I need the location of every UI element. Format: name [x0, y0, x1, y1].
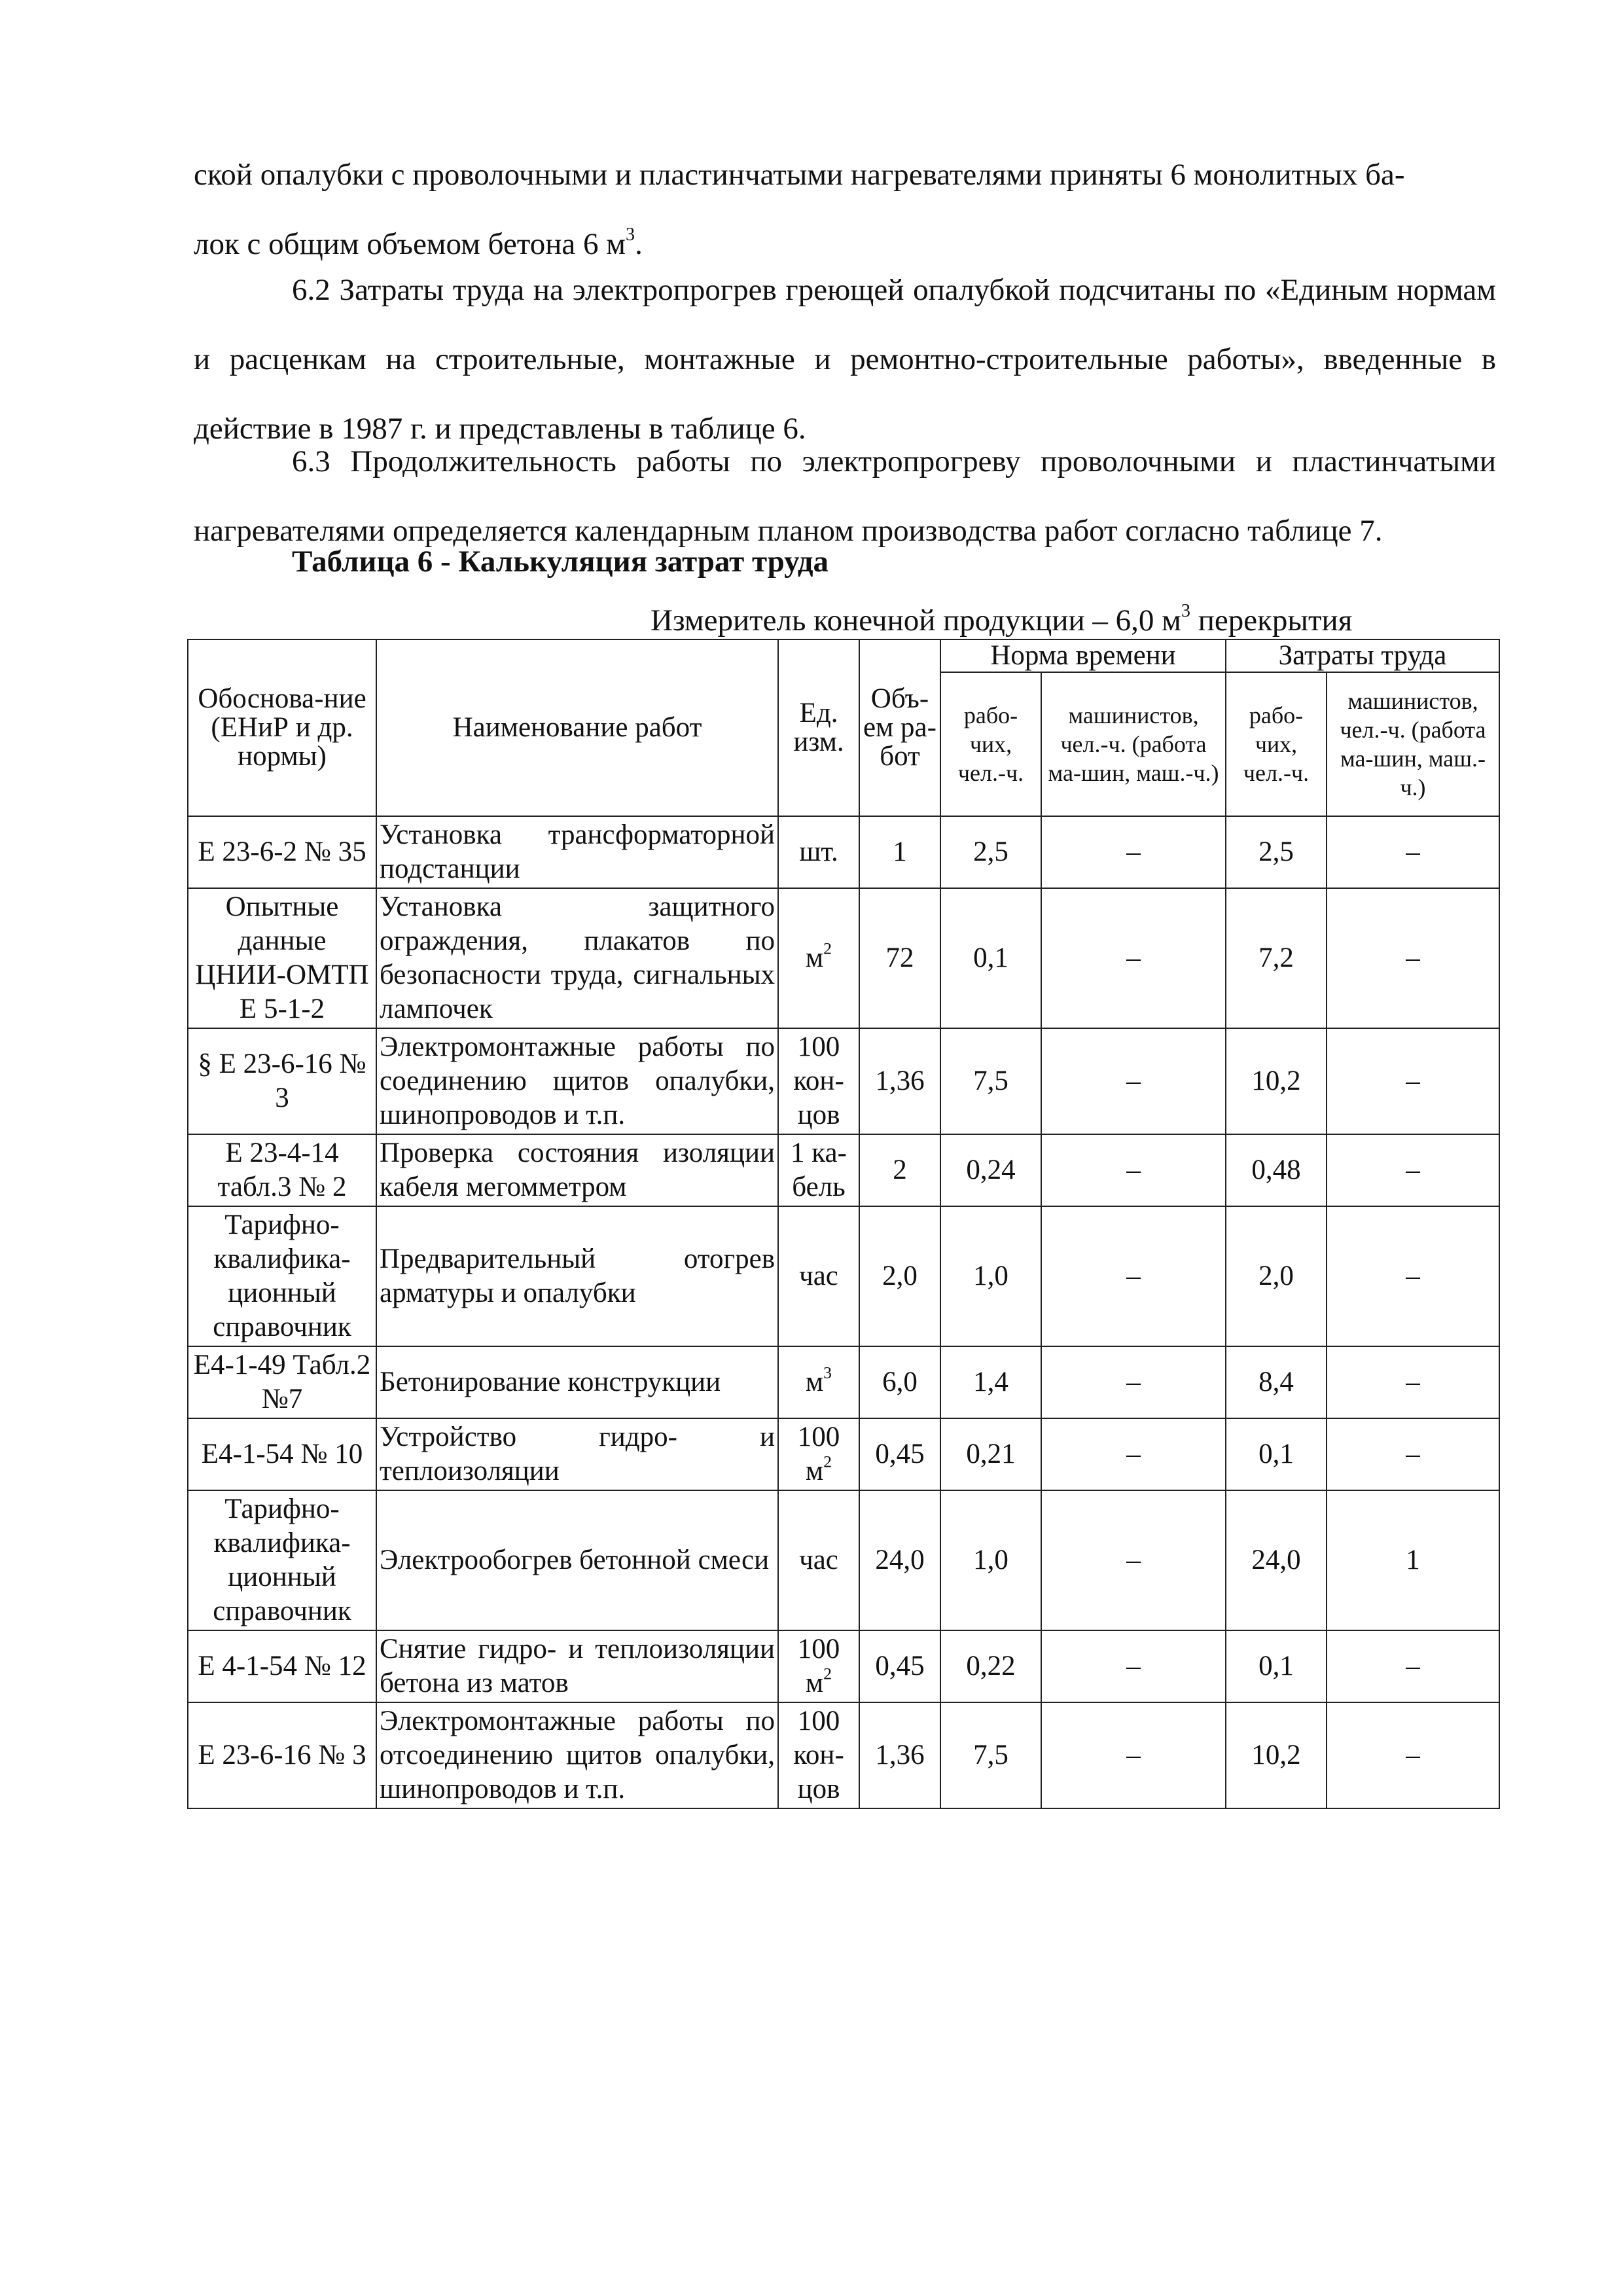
cell-volume: 1,36 — [859, 1028, 940, 1134]
cell-unit — [778, 816, 859, 888]
cell-name: Электрообогрев бетонной смеси — [376, 1490, 778, 1630]
superscript: 3 — [1181, 600, 1190, 621]
table-row — [188, 1418, 1499, 1490]
cell-cost-workers: 2,0 — [1226, 1206, 1327, 1346]
cell-norm-workers: 1,4 — [940, 1346, 1041, 1418]
table-row — [188, 816, 1499, 888]
unit-text: м — [805, 942, 824, 973]
cell-volume: 6,0 — [859, 1346, 940, 1418]
cell-cost-machinists: – — [1327, 1702, 1499, 1808]
unit-text: шт. — [799, 836, 838, 867]
cell-cost-machinists: – — [1327, 1630, 1499, 1702]
cell-name: Электромонтажные работы по отсоединению щитов опалубки, шинопроводов и т.п. — [376, 1702, 778, 1808]
cell-name: Проверка состояния изоляции кабеля мегомметром — [376, 1134, 778, 1206]
cell-basis: Е 23-6-16 № 3 — [188, 1702, 376, 1808]
cell-name: Установка трансформаторной подстанции — [376, 816, 778, 888]
cell-volume: 0,45 — [859, 1630, 940, 1702]
cell-unit — [778, 1490, 859, 1630]
paragraph-line: ской опалубки с проволочными и пластинчатыми нагревателями приняты 6 монолитных ба- — [194, 158, 1405, 192]
paragraph-6-2: 6.2 Затраты труда на электропрогрев греющей опалубкой подсчитаны по «Единым нормам и расценкам на строительные, монтажные и ремонтно-строительные работы», введенные в действие в 1987 г. и представлены в таблице 6. — [194, 273, 1496, 446]
cell-norm-machinists: – — [1041, 1028, 1226, 1134]
cell-cost-machinists: – — [1327, 1028, 1499, 1134]
cell-basis: Е 23-6-2 № 35 — [188, 816, 376, 888]
header-cost-machinists: машинистов, чел.-ч. (работа ма-шин, маш.-ч.) — [1327, 672, 1499, 816]
cell-volume: 24,0 — [859, 1490, 940, 1630]
cell-norm-machinists: – — [1041, 1134, 1226, 1206]
cell-name: Электромонтажные работы по соединению щитов опалубки, шинопроводов и т.п. — [376, 1028, 778, 1134]
paragraph-6-3: 6.3 Продолжительность работы по электропрогреву проволочными и пластинчатыми нагревателями определяется календарным планом производства работ согласно таблице 7. — [194, 444, 1496, 548]
cell-norm-workers: 0,21 — [940, 1418, 1041, 1490]
cell-norm-machinists: – — [1041, 1206, 1226, 1346]
cell-cost-workers: 2,5 — [1226, 816, 1327, 888]
cell-cost-workers: 10,2 — [1226, 1028, 1327, 1134]
cell-unit — [778, 1028, 859, 1134]
table-row — [188, 1490, 1499, 1630]
cell-name: Устройство гидро- и теплоизоляции — [376, 1418, 778, 1490]
cell-cost-workers: 8,4 — [1226, 1346, 1327, 1418]
cell-cost-machinists: – — [1327, 1346, 1499, 1418]
cell-norm-machinists: – — [1041, 1630, 1226, 1702]
unit-superscript: 2 — [823, 939, 832, 958]
unit-superscript: 2 — [823, 1452, 832, 1471]
table-header — [188, 639, 1499, 816]
cell-unit — [778, 1206, 859, 1346]
table-row — [188, 1630, 1499, 1702]
cell-cost-machinists: – — [1327, 1418, 1499, 1490]
cell-cost-machinists: – — [1327, 1134, 1499, 1206]
table-row — [188, 1702, 1499, 1808]
header-unit: Ед. изм. — [778, 639, 859, 816]
cell-volume: 1 — [859, 816, 940, 888]
cell-norm-machinists: – — [1041, 816, 1226, 888]
measure-text: Измеритель конечной продукции – 6,0 м — [651, 603, 1181, 637]
paragraph-line-end: . — [635, 227, 643, 261]
header-cost-workers: рабо-чих, чел.-ч. — [1226, 672, 1327, 816]
cell-basis: Тарифно-квалифика-ционный справочник — [188, 1490, 376, 1630]
cell-volume: 72 — [859, 888, 940, 1028]
cell-unit — [778, 1134, 859, 1206]
header-name: Наименование работ — [376, 639, 778, 816]
header-norm-workers: рабо-чих, чел.-ч. — [940, 672, 1041, 816]
cell-name: Снятие гидро- и теплоизоляции бетона из матов — [376, 1630, 778, 1702]
cell-cost-machinists: – — [1327, 1206, 1499, 1346]
cell-norm-workers: 0,22 — [940, 1630, 1041, 1702]
table-row — [188, 888, 1499, 1028]
cell-basis: § Е 23-6-16 № 3 — [188, 1028, 376, 1134]
labor-cost-table — [187, 639, 1500, 1809]
cell-cost-workers: 0,48 — [1226, 1134, 1327, 1206]
table-row — [188, 1028, 1499, 1134]
cell-norm-machinists: – — [1041, 1418, 1226, 1490]
cell-norm-workers: 0,24 — [940, 1134, 1041, 1206]
cell-norm-workers: 0,1 — [940, 888, 1041, 1028]
superscript: 3 — [625, 224, 635, 245]
cell-basis: Е4-1-54 № 10 — [188, 1418, 376, 1490]
table-row — [188, 1346, 1499, 1418]
unit-text: 100 кон-цов — [793, 1706, 844, 1804]
cell-unit — [778, 1418, 859, 1490]
unit-text: м — [805, 1367, 824, 1397]
cell-norm-machinists: – — [1041, 1702, 1226, 1808]
cell-cost-workers: 0,1 — [1226, 1418, 1327, 1490]
cell-norm-workers: 7,5 — [940, 1028, 1041, 1134]
table-body — [188, 816, 1499, 1808]
cell-unit — [778, 888, 859, 1028]
header-norm-time: Норма времени — [940, 639, 1226, 672]
unit-text: час — [799, 1545, 838, 1575]
header-norm-machinists: машинистов, чел.-ч. (работа ма-шин, маш.-ч.) — [1041, 672, 1226, 816]
cell-norm-machinists: – — [1041, 888, 1226, 1028]
cell-norm-workers: 2,5 — [940, 816, 1041, 888]
cell-cost-machinists: – — [1327, 888, 1499, 1028]
table-measure-note — [651, 601, 1352, 640]
unit-text: 100 м — [797, 1422, 840, 1486]
unit-superscript: 2 — [823, 1664, 832, 1683]
cell-basis: Е4-1-49 Табл.2 №7 — [188, 1346, 376, 1418]
cell-volume: 0,45 — [859, 1418, 940, 1490]
unit-text: 100 кон-цов — [793, 1031, 844, 1130]
unit-text: час — [799, 1261, 838, 1291]
cell-cost-workers: 0,1 — [1226, 1630, 1327, 1702]
unit-text: 100 м — [797, 1634, 840, 1698]
cell-norm-workers: 7,5 — [940, 1702, 1041, 1808]
cell-unit — [778, 1702, 859, 1808]
cell-norm-workers: 1,0 — [940, 1206, 1041, 1346]
cell-cost-machinists: 1 — [1327, 1490, 1499, 1630]
cell-norm-machinists: – — [1041, 1346, 1226, 1418]
unit-superscript: 3 — [823, 1363, 832, 1382]
cell-name: Предварительный отогрев арматуры и опалубки — [376, 1206, 778, 1346]
table-row — [188, 1134, 1499, 1206]
header-labor-cost: Затраты труда — [1226, 639, 1499, 672]
cell-cost-machinists: – — [1327, 816, 1499, 888]
cell-norm-workers: 1,0 — [940, 1490, 1041, 1630]
cell-basis: Тарифно-квалифика-ционный справочник — [188, 1206, 376, 1346]
unit-text: 1 ка-бель — [791, 1138, 847, 1202]
header-basis: Обоснова-ние (ЕНиР и др. нормы) — [188, 639, 376, 816]
cell-cost-workers: 7,2 — [1226, 888, 1327, 1028]
cell-norm-machinists: – — [1041, 1490, 1226, 1630]
header-volume: Объ-ем ра-бот — [859, 639, 940, 816]
cell-name: Бетонирование конструкции — [376, 1346, 778, 1418]
cell-volume: 1,36 — [859, 1702, 940, 1808]
paragraph-line: лок с общим объемом бетона 6 м — [194, 227, 626, 261]
cell-volume: 2,0 — [859, 1206, 940, 1346]
cell-unit — [778, 1630, 859, 1702]
cell-name: Установка защитного ограждения, плакатов по безопасности труда, сигнальных лампочек — [376, 888, 778, 1028]
measure-text-end: перекрытия — [1190, 603, 1353, 637]
cell-basis: Е 23-4-14 табл.3 № 2 — [188, 1134, 376, 1206]
cell-cost-workers: 24,0 — [1226, 1490, 1327, 1630]
cell-basis: Е 4-1-54 № 12 — [188, 1630, 376, 1702]
cell-cost-workers: 10,2 — [1226, 1702, 1327, 1808]
cell-volume: 2 — [859, 1134, 940, 1206]
cell-unit — [778, 1346, 859, 1418]
table-row — [188, 1206, 1499, 1346]
table-title: Таблица 6 - Калькуляция затрат труда — [292, 545, 829, 579]
cell-basis: Опытные данные ЦНИИ-ОМТП Е 5-1-2 — [188, 888, 376, 1028]
